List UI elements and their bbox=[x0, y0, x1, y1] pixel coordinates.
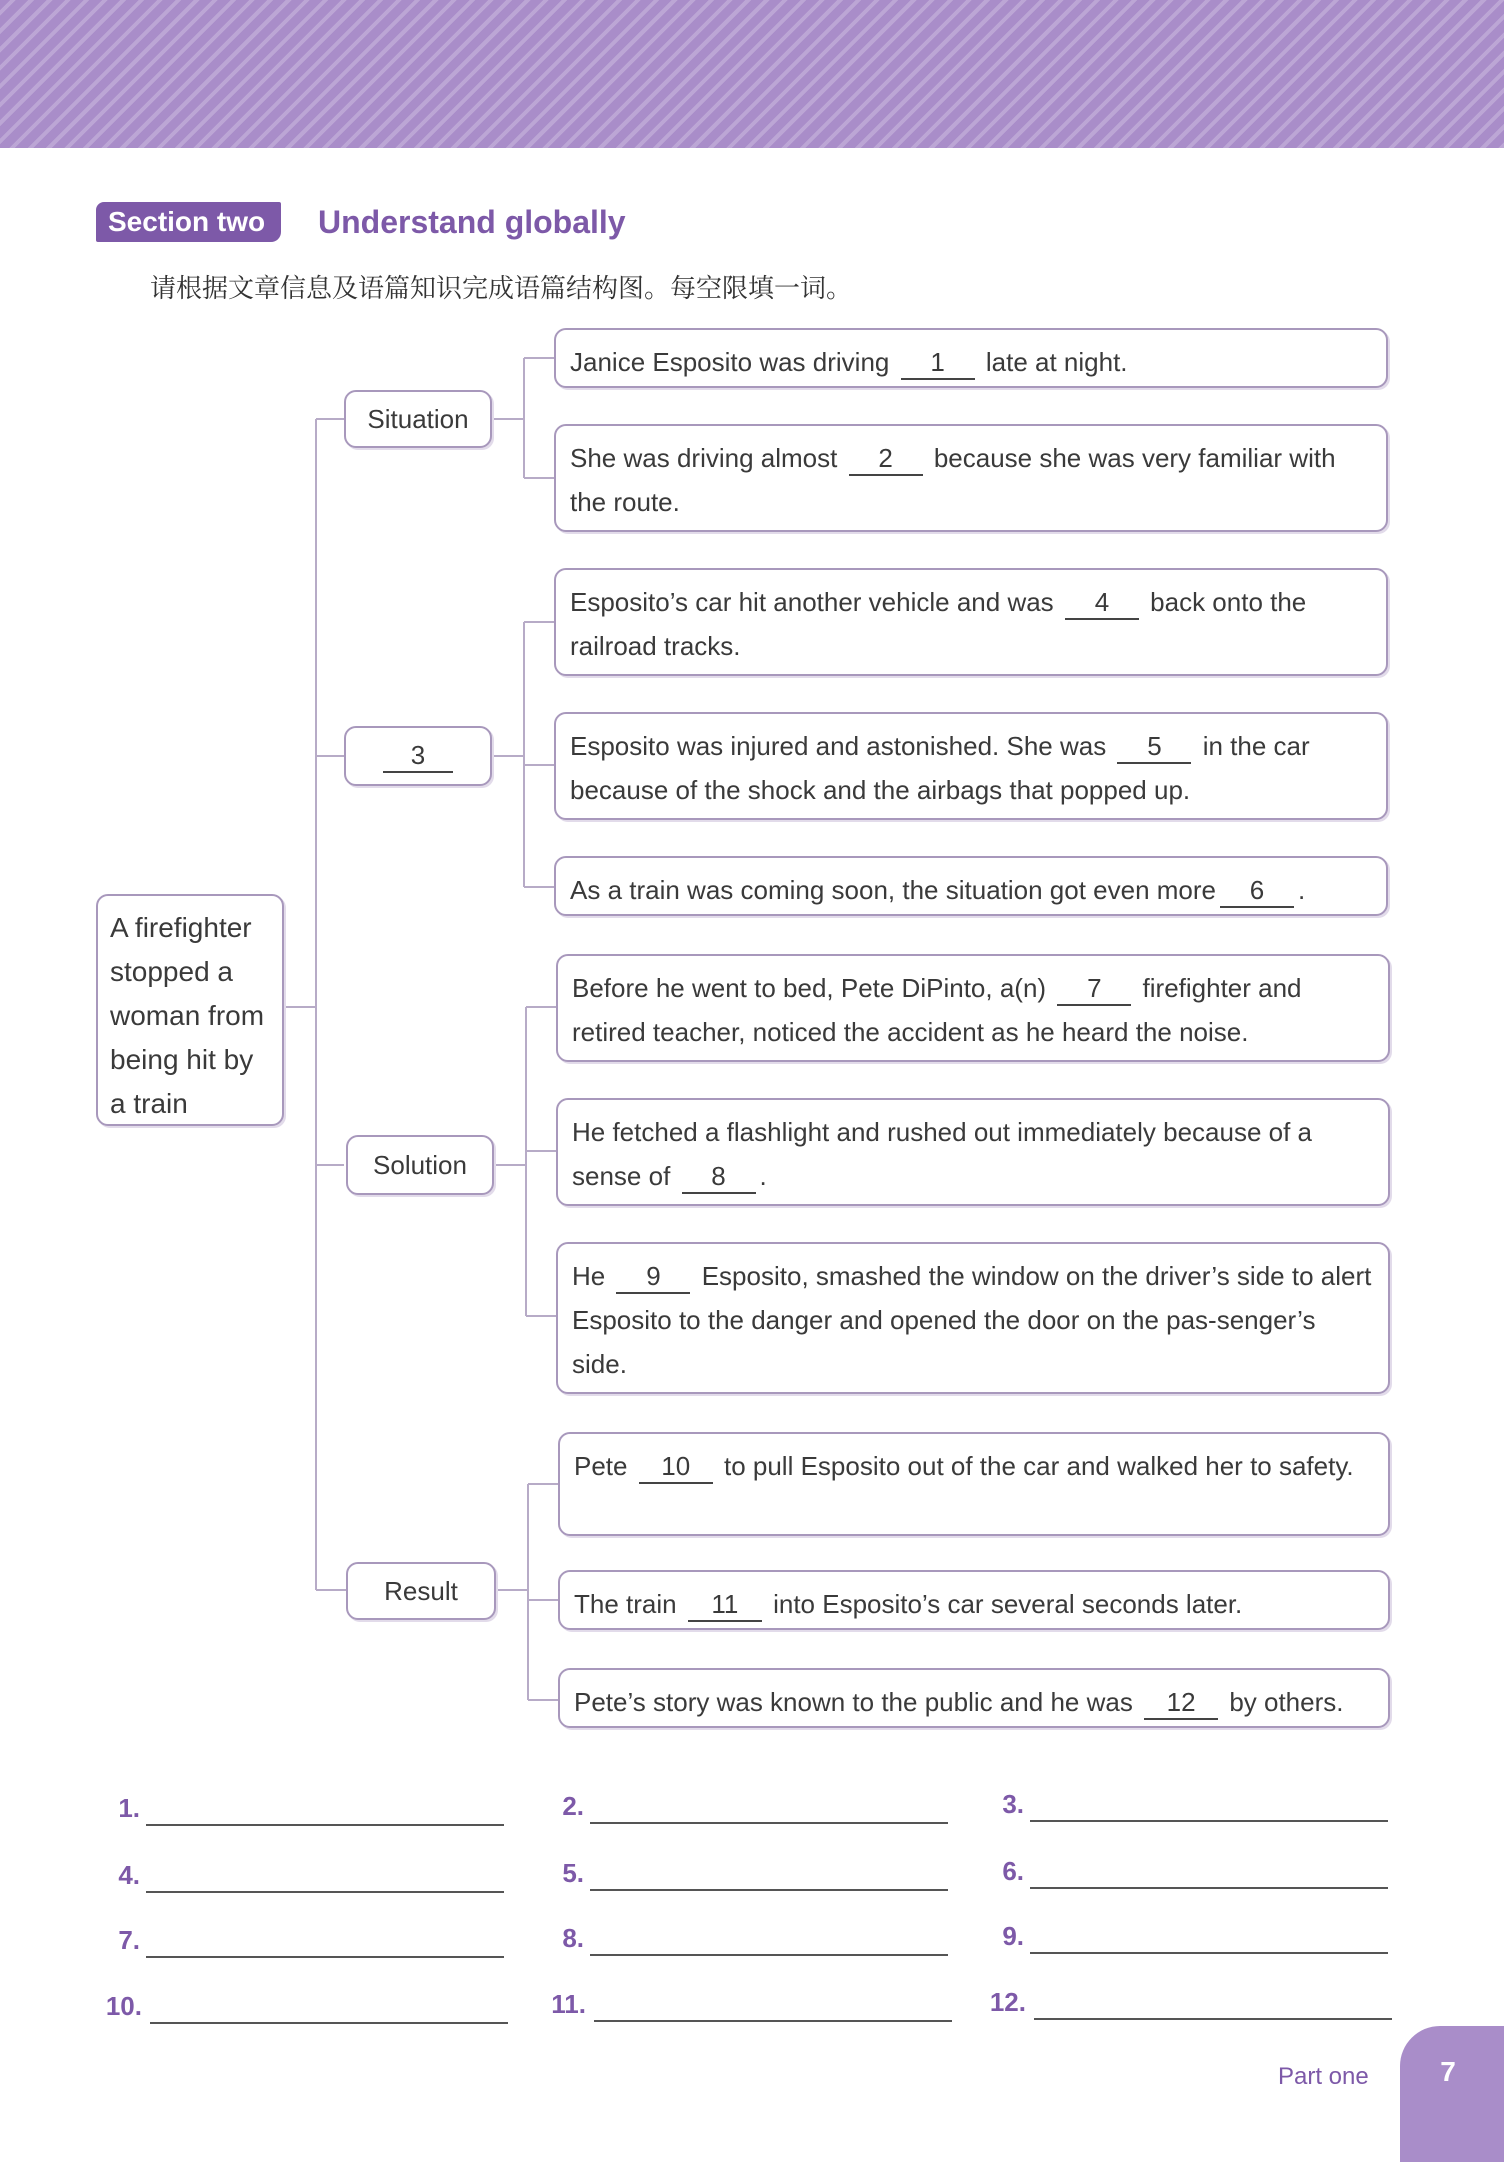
blank-9: 9 bbox=[616, 1260, 690, 1294]
node-text-after: late at night. bbox=[985, 347, 1128, 377]
node-text-before: Before he went to bed, Pete DiPinto, a(n) bbox=[572, 973, 1047, 1003]
node-text-after: into Esposito’s car several seconds later. bbox=[773, 1589, 1243, 1619]
answer-line-11[interactable] bbox=[594, 2020, 952, 2022]
node-text-after: . bbox=[759, 1161, 767, 1191]
answer-label: 2. bbox=[562, 1791, 584, 1821]
page-number-tab bbox=[1400, 2026, 1504, 2162]
blank-5: 5 bbox=[1117, 730, 1191, 764]
answer-line-10[interactable] bbox=[150, 2022, 508, 2024]
blank-11: 11 bbox=[688, 1588, 762, 1622]
node-6 bbox=[554, 856, 1388, 916]
blank-1: 1 bbox=[901, 346, 975, 380]
node-text-after: . bbox=[1298, 875, 1306, 905]
node-2 bbox=[554, 424, 1388, 532]
node-10 bbox=[558, 1432, 1390, 1536]
section-tag: Section two bbox=[96, 202, 281, 242]
section-title: Understand globally bbox=[318, 204, 626, 240]
answer-label: 6. bbox=[1002, 1856, 1024, 1886]
blank-6: 6 bbox=[1220, 874, 1294, 908]
category-solution-label: Solution bbox=[373, 1150, 467, 1180]
answer-label: 11. bbox=[551, 1989, 586, 2019]
node-text-after: firefighter and retired teacher, noticed the accident as he heard the noise. bbox=[572, 973, 1302, 1047]
node-11 bbox=[558, 1570, 1390, 1630]
node-text-after: because she was very familiar with the route. bbox=[570, 443, 1336, 517]
answer-label: 8. bbox=[562, 1923, 584, 1953]
answer-line-8[interactable] bbox=[590, 1954, 948, 1956]
answer-label: 9. bbox=[1002, 1921, 1024, 1951]
node-7 bbox=[556, 954, 1390, 1062]
blank-7: 7 bbox=[1057, 972, 1131, 1006]
node-9 bbox=[556, 1242, 1390, 1394]
answer-label: 1. bbox=[118, 1793, 140, 1823]
answer-line-2[interactable] bbox=[590, 1822, 948, 1824]
blank-12: 12 bbox=[1144, 1686, 1218, 1720]
answer-line-12[interactable] bbox=[1034, 2018, 1392, 2020]
blank-2: 2 bbox=[849, 442, 923, 476]
answer-label: 7. bbox=[118, 1925, 140, 1955]
answer-line-1[interactable] bbox=[146, 1824, 504, 1826]
answer-label: 4. bbox=[118, 1860, 140, 1890]
answer-label: 10. bbox=[105, 1991, 142, 2021]
node-text-after: in the car because of the shock and the airbags that popped up. bbox=[570, 731, 1310, 805]
blank-10: 10 bbox=[639, 1450, 713, 1484]
node-text-before: The train bbox=[574, 1589, 677, 1619]
node-12 bbox=[558, 1668, 1390, 1728]
node-text-before: As a train was coming soon, the situation got even more bbox=[570, 875, 1217, 905]
page-number: 7 bbox=[1440, 2056, 1456, 2087]
answer-line-5[interactable] bbox=[590, 1889, 948, 1891]
node-4 bbox=[554, 568, 1388, 676]
node-text-before: Janice Esposito was driving bbox=[570, 347, 890, 377]
answer-line-4[interactable] bbox=[146, 1891, 504, 1893]
answer-label: 3. bbox=[1002, 1789, 1024, 1819]
answer-line-7[interactable] bbox=[146, 1956, 504, 1958]
answer-label: 12. bbox=[989, 1987, 1026, 2017]
category-situation-label: Situation bbox=[367, 404, 469, 434]
answer-line-3[interactable] bbox=[1030, 1820, 1388, 1822]
answer-label: 5. bbox=[562, 1858, 584, 1888]
node-1 bbox=[554, 328, 1388, 388]
blank-8: 8 bbox=[682, 1160, 756, 1194]
node-text-before: Pete’s story was known to the public and he was bbox=[574, 1687, 1133, 1717]
category-blank-3 bbox=[344, 726, 492, 786]
node-text-before: He fetched a flashlight and rushed out immediately because of a sense of bbox=[572, 1117, 1313, 1191]
node-text-before: He bbox=[572, 1261, 606, 1291]
node-text-after: to pull Esposito out of the car and walked her to safety. bbox=[723, 1451, 1354, 1481]
node-text-after: Esposito, smashed the window on the driver’s side to alert Esposito to the danger and opened the door on the pas-senger’s side. bbox=[572, 1261, 1372, 1379]
answer-line-9[interactable] bbox=[1030, 1952, 1388, 1954]
root-topic-box bbox=[96, 894, 284, 1126]
instruction-text: 请根据文章信息及语篇知识完成语篇结构图。每空限填一词。 bbox=[150, 274, 853, 304]
node-text-before: Pete bbox=[574, 1451, 628, 1481]
answer-line-6[interactable] bbox=[1030, 1887, 1388, 1889]
node-5 bbox=[554, 712, 1388, 820]
node-text-before: She was driving almost bbox=[570, 443, 838, 473]
root-topic-text: A firefighter stopped a woman from being hit by a train bbox=[110, 912, 265, 1119]
node-text-after: by others. bbox=[1229, 1687, 1344, 1717]
node-text-before: Esposito’s car hit another vehicle and was bbox=[570, 587, 1054, 617]
category-solution bbox=[346, 1135, 494, 1195]
blank-4: 4 bbox=[1065, 586, 1139, 620]
category-situation bbox=[344, 390, 492, 448]
footer-part-label: Part one bbox=[1278, 2063, 1369, 2090]
node-8 bbox=[556, 1098, 1390, 1206]
category-result-label: Result bbox=[384, 1576, 458, 1606]
category-result bbox=[346, 1562, 496, 1620]
node-text-after: back onto the railroad tracks. bbox=[570, 587, 1307, 661]
blank-3: 3 bbox=[383, 739, 453, 773]
node-text-before: Esposito was injured and astonished. She was bbox=[570, 731, 1107, 761]
